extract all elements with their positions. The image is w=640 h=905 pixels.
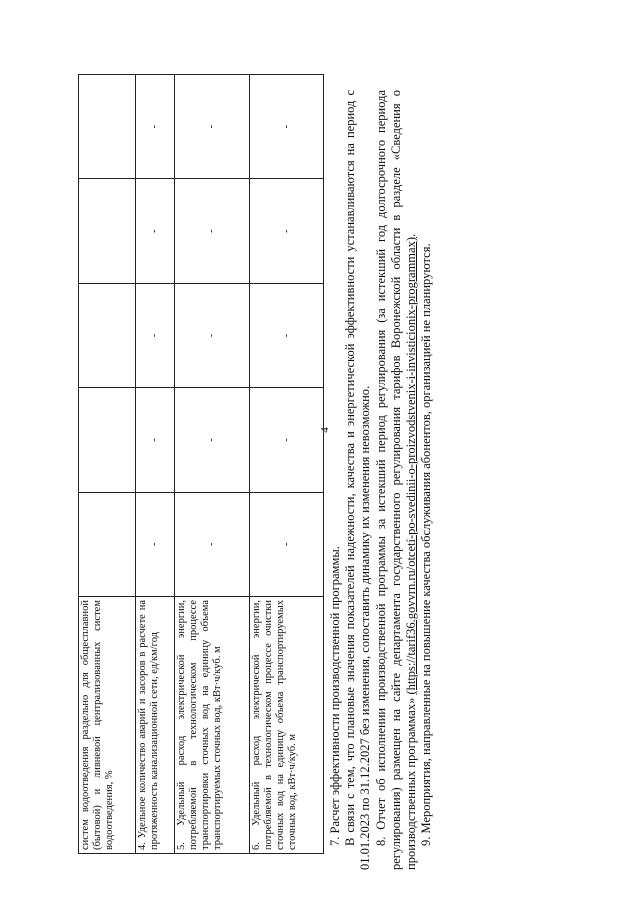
table-cell-description: 4. Удельное количество аварий и засоров в расчете на протяженность канализационной сети, ед/км/год <box>135 597 174 854</box>
table-cell-value: - <box>175 388 249 492</box>
table-cell-value <box>79 75 136 179</box>
section-7-title: 7. Расчет эффективности производственной программы. <box>328 546 342 846</box>
indicators-table <box>78 74 324 854</box>
table-cell-value: - <box>135 283 174 387</box>
table-cell-value: - <box>249 75 323 179</box>
table-cell-value <box>79 179 136 283</box>
table-cell-description: 6. Удельный расход электрической энергии, потребляемой в технологическом процессе очистки сточных вод на единицу объема транспортируемых сточных вод, кВт·ч/куб. м <box>249 597 323 854</box>
table-cell-value: - <box>135 75 174 179</box>
table-row <box>79 75 136 854</box>
body-text <box>328 90 434 870</box>
table-cell-value: - <box>175 179 249 283</box>
table-cell-value: - <box>175 75 249 179</box>
table-cell-value: - <box>175 492 249 596</box>
section-8-link[interactable]: (https://tarif36.govvrn.ru/otcetí-po-svedinii-o-proizvodstvenix-i-invisticionix-programmax) <box>404 237 419 695</box>
table-cell-value: - <box>135 492 174 596</box>
table-cell-value: - <box>135 179 174 283</box>
table-row <box>135 75 174 854</box>
table-row <box>249 75 323 854</box>
table-cell-value: - <box>135 388 174 492</box>
table-cell-value: - <box>175 283 249 387</box>
table-cell-value <box>79 492 136 596</box>
section-9-body: 9. Мероприятия, направленные на повышение качества обслуживания абонентов, организацией не планируются. <box>419 243 434 846</box>
table-row <box>175 75 249 854</box>
page-number: 4 <box>318 427 331 433</box>
table-cell-description: систем водоотведения раздельно для общесплавной (бытовой) и ливневой централизованных систем водоотведения, % <box>79 597 136 854</box>
table-cell-value <box>79 388 136 492</box>
table-cell-value: - <box>249 492 323 596</box>
table-cell-value: - <box>249 388 323 492</box>
table-cell-value <box>79 283 136 387</box>
section-7-body: В связи с тем, что плановые значения показателей надежности, качества и энергетической эффективности устанавливаются на период с 01.01.2023 по 31.12.2027 без изменения, сопоставить динамику их изменения невозможно. <box>343 90 373 870</box>
table-cell-value: - <box>249 283 323 387</box>
section-8-end: . <box>404 233 419 237</box>
table-cell-value: - <box>249 179 323 283</box>
section-8-text: 8. Отчет об исполнении производственной программы за истекший период регулирования (за истекший год долгосрочного периода регулирования) размещен на сайте департамента государственного регулирования тарифов Воронежской области в разделе «Сведения о производственных программах» <box>373 90 419 870</box>
table-cell-description: 5. Удельный расход электрической энергии, потребляемой в технологическом процессе транспортировки сточных вод на единицу объема транспортируемых сточных вод, кВт·ч/куб. м <box>175 597 249 854</box>
rotated-content <box>78 70 512 870</box>
section-8-body <box>374 90 420 870</box>
